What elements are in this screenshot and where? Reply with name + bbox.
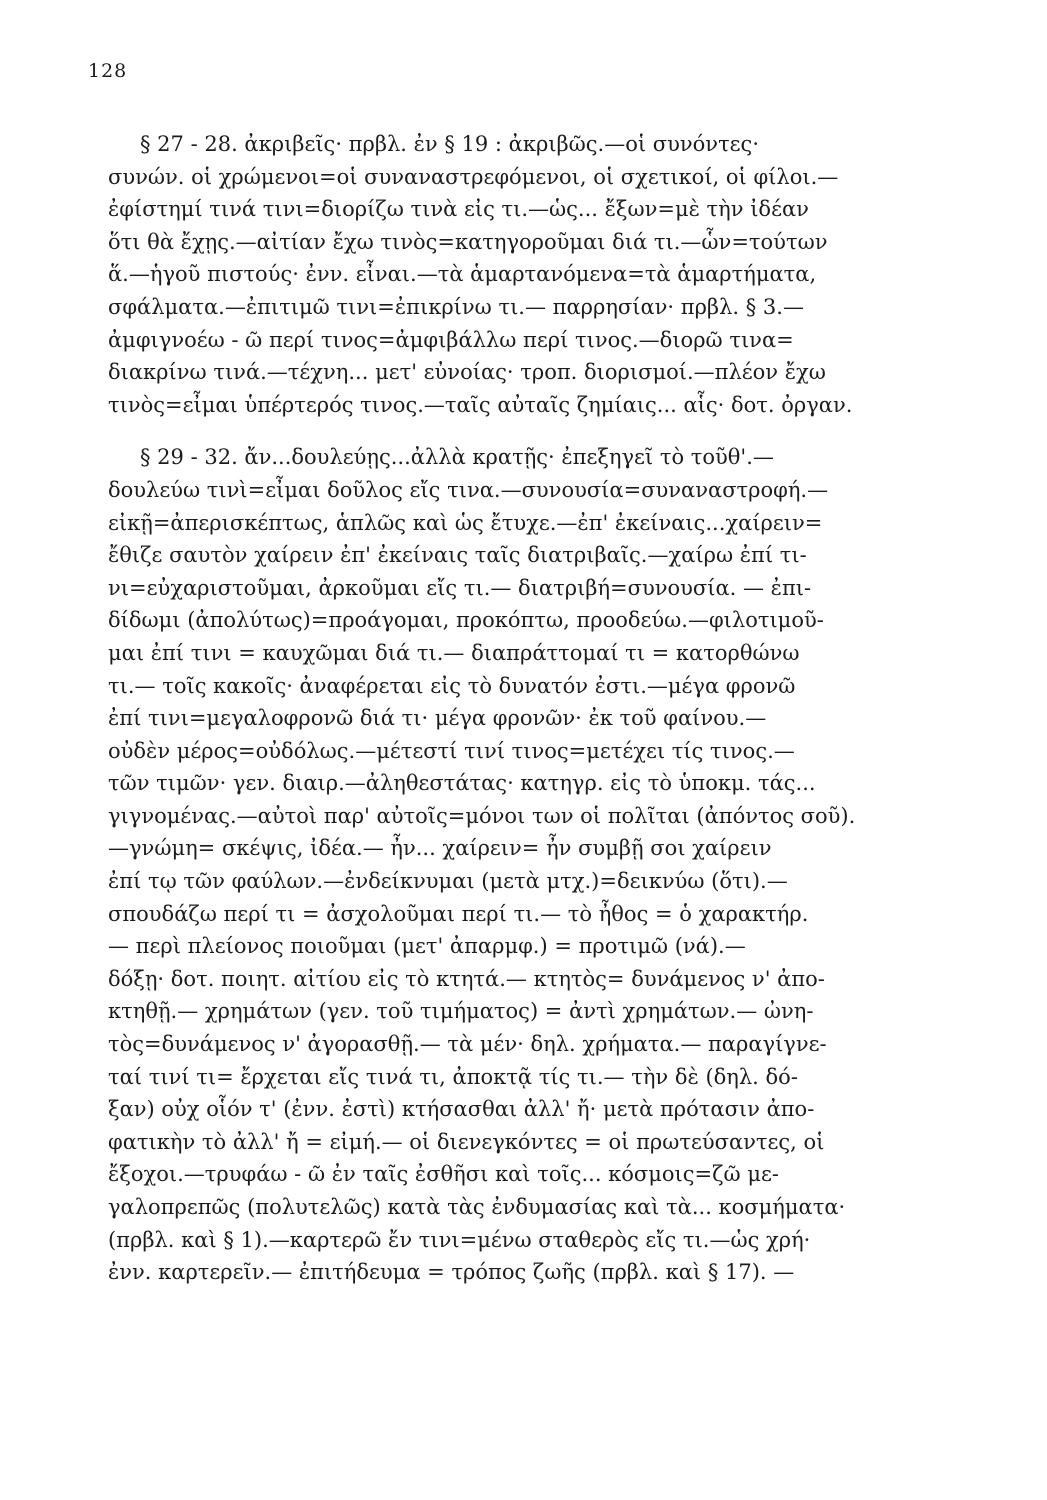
- text-line: φατικὴν τὸ ἀλλ' ἤ = εἰμή.— οἱ διενεγκόντες = οἱ πρωτεύσαντες, οἱ: [108, 1129, 825, 1154]
- text-line: γαλοπρεπῶς (πολυτελῶς) κατὰ τὰς ἐνδυμασίας καὶ τὰ... κοσμήματα·: [108, 1195, 846, 1219]
- text-line: —γνώμη= σκέψις, ἰδέα.— ἦν... χαίρειν= ἦν συμβῇ σοι χαίρειν: [108, 836, 772, 861]
- paragraph-29-32: [108, 441, 976, 1288]
- text-line: σπουδάζω περί τι = ἀσχολοῦμαι περί τι.— τὸ ἦθος = ὁ χαρακτήρ.: [108, 901, 809, 926]
- text-line: ἔθιζε σαυτὸν χαίρειν ἐπ' ἐκείναις ταῖς διατριβαῖς.—χαίρω ἐπί τι-: [108, 543, 807, 568]
- text-line: μαι ἐπί τινι = καυχῶμαι διά τι.— διαπράττομαί τι = κατορθώνω: [108, 640, 800, 665]
- text-line: νι=εὐχαριστοῦμαι, ἀρκοῦμαι εἴς τι.— διατριβή=συνουσία. — ἐπι-: [108, 575, 812, 600]
- text-line: ὅτι θὰ ἔχῃς.—αἰτίαν ἔχω τινὸς=κατηγοροῦμαι διά τι.—ὧν=τούτων: [108, 229, 828, 254]
- text-line: οὐδὲν μέρος=οὐδόλως.—μέτεστί τινί τινος=μετέχει τίς τινος.—: [108, 738, 795, 763]
- text-line: ἐνν. καρτερεῖν.— ἐπιτήδευμα = τρόπος ζωῆς (πρβλ. καὶ § 17). —: [108, 1260, 795, 1285]
- text-line: ξαν) οὐχ οἷόν τ' (ἐνν. ἐστὶ) κτήσασθαι ἀλλ' ἤ· μετὰ πρότασιν ἀπο-: [108, 1097, 815, 1122]
- text-line: ἐπί τῳ τῶν φαύλων.—ἐνδείκνυμαι (μετὰ μτχ.)=δεικνύω (ὅτι).—: [108, 869, 788, 894]
- text-line: ἀμφιγνοέω - ῶ περί τινος=ἀμφιβάλλω περί τινος.—διορῶ τινα=: [108, 327, 794, 352]
- text-line: ἐπί τινι=μεγαλοφρονῶ διά τι· μέγα φρονῶν· ἐκ τοῦ φαίνου.—: [108, 706, 767, 731]
- text-line: εἰκῇ=ἀπερισκέπτως, ἁπλῶς καὶ ὡς ἔτυχε.—ἐπ' ἐκείναις...χαίρειν=: [108, 510, 823, 535]
- text-line: ταί τινί τι= ἔρχεται εἴς τινά τι, ἀποκτᾷ τίς τι.— τὴν δὲ (δηλ. δό-: [108, 1064, 798, 1089]
- text-line: δόξῃ· δοτ. ποιητ. αἰτίου εἰς τὸ κτητά.— κτητὸς= δυνάμενος ν' ἀπο-: [108, 966, 825, 991]
- text-line: τινὸς=εἶμαι ὑπέρτερός τινος.—ταῖς αὐταῖς ζημίαις... αἷς· δοτ. ὀργαν.: [108, 392, 853, 417]
- text-line: διακρίνω τινά.—τέχνη... μετ' εὐνοίας· τροπ. διορισμοί.—πλέον ἔχω: [108, 360, 826, 385]
- text-line: σφάλματα.—ἐπιτιμῶ τινι=ἐπικρίνω τι.— παρρησίαν· πρβλ. § 3.—: [108, 294, 804, 319]
- text-line: — περὶ πλείονος ποιοῦμαι (μετ' ἀπαρμφ.) = προτιμῶ (νά).—: [108, 934, 746, 959]
- text-line: ἐφίστημί τινά τινι=διορίζω τινὰ εἰς τι.—ὡς... ἔξων=μὲ τὴν ἰδέαν: [108, 197, 809, 222]
- commentary-text: [108, 128, 976, 1289]
- text-line: δουλεύω τινὶ=εἶμαι δοῦλος εἴς τινα.—συνουσία=συναναστροφή.—: [108, 477, 829, 502]
- text-line: § 27 - 28. ἀκριβεῖς· πρβλ. ἐν § 19 : ἀκριβῶς.—οἱ συνόντες·: [140, 132, 759, 156]
- text-line: ἅ.—ἡγοῦ πιστούς· ἐνν. εἶναι.—τὰ ἁμαρτανόμενα=τὰ ἁμαρτήματα,: [108, 262, 817, 287]
- page-number: 128: [88, 60, 128, 82]
- text-line: συνών. οἱ χρώμενοι=οἱ συναναστρεφόμενοι, οἱ σχετικοί, οἱ φίλοι.—: [108, 164, 839, 189]
- text-line: τὸς=δυνάμενος ν' ἀγορασθῇ.— τὰ μέν· δηλ. χρήματα.— παραγίγνε-: [108, 1032, 827, 1057]
- text-line: § 29 - 32. ἄν...δουλεύῃς...ἀλλὰ κρατῇς· ἐπεξηγεῖ τὸ τοῦθ'.—: [140, 445, 774, 470]
- text-line: (πρβλ. καὶ § 1).—καρτερῶ ἔν τινι=μένω σταθερὸς εἴς τι.—ὡς χρή·: [108, 1227, 811, 1252]
- text-line: τῶν τιμῶν· γεν. διαιρ.—ἀληθεστάτας· κατηγρ. εἰς τὸ ὑποκμ. τάς...: [108, 771, 816, 796]
- paragraph-27-28: [108, 128, 976, 421]
- text-line: τι.— τοῖς κακοῖς· ἀναφέρεται εἰς τὸ δυνατόν ἐστι.—μέγα φρονῶ: [108, 673, 796, 698]
- text-line: ἔξοχοι.—τρυφάω - ῶ ἐν ταῖς ἐσθῆσι καὶ τοῖς... κόσμοις=ζῶ με-: [108, 1162, 779, 1187]
- text-line: κτηθῇ.— χρημάτων (γεν. τοῦ τιμήματος) = ἀντὶ χρημάτων.— ὠνη-: [108, 999, 814, 1024]
- text-line: δίδωμι (ἀπολύτως)=προάγομαι, προκόπτω, προοδεύω.—φιλοτιμοῦ-: [108, 608, 824, 633]
- text-line: γιγνομένας.—αὐτοὶ παρ' αὐτοῖς=μόνοι των οἱ πολῖται (ἀπόντος σοῦ).: [108, 803, 856, 828]
